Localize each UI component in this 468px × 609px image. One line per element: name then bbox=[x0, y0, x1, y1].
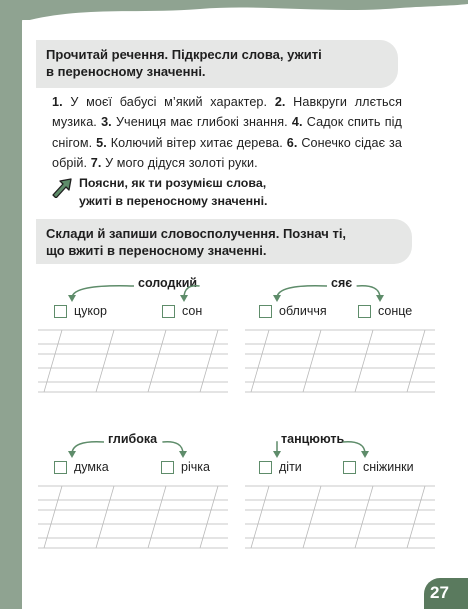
sentence-number: 7. bbox=[90, 155, 102, 170]
option-label: діти bbox=[279, 460, 302, 474]
sentence-text: У мого дідуся золоті руки. bbox=[101, 155, 258, 170]
option-label: сон bbox=[182, 304, 203, 318]
branch-arrow-head bbox=[180, 295, 188, 302]
sentence-number: 5. bbox=[96, 135, 107, 150]
decorative-wave bbox=[0, 0, 468, 20]
option-checkbox[interactable] bbox=[54, 461, 67, 474]
branch-arrow-head bbox=[376, 295, 384, 302]
branch-arrow-head bbox=[68, 451, 76, 458]
option-checkbox[interactable] bbox=[343, 461, 356, 474]
branch-arrow-line bbox=[343, 442, 365, 454]
word-stem: солодкий bbox=[138, 276, 198, 290]
slant-line bbox=[44, 486, 62, 548]
task2-instruction-line2: що вжиті в переносному значенні. bbox=[46, 243, 267, 258]
sentence-number: 6. bbox=[286, 135, 298, 150]
option-label: річка bbox=[181, 460, 210, 474]
page-number: 27 bbox=[430, 583, 449, 602]
option-checkbox[interactable] bbox=[358, 305, 371, 318]
option-checkbox[interactable] bbox=[54, 305, 67, 318]
slant-line bbox=[200, 330, 218, 392]
slant-line bbox=[251, 330, 269, 392]
task2-instruction-box bbox=[36, 219, 412, 264]
option-checkbox[interactable] bbox=[161, 461, 174, 474]
slant-line bbox=[303, 330, 321, 392]
slant-line bbox=[44, 330, 62, 392]
slant-line bbox=[251, 486, 269, 548]
writing-lines[interactable] bbox=[243, 326, 439, 406]
sentence-number: 2. bbox=[274, 95, 286, 109]
writing-lines[interactable] bbox=[36, 326, 232, 406]
sentence-text: У моєї бабусі м’який характер. bbox=[62, 95, 275, 109]
task2-instruction-line1: Склади й запиши словосполучення. Познач ті, bbox=[46, 226, 347, 241]
task1-instruction-box bbox=[36, 40, 398, 88]
branch-arrow-head bbox=[68, 295, 76, 302]
slant-line bbox=[96, 486, 114, 548]
sentence-text: Сонечко сідає за обрій. bbox=[52, 135, 402, 170]
branch-arrow-head bbox=[361, 451, 369, 458]
writing-lines[interactable] bbox=[36, 482, 232, 562]
slant-line bbox=[303, 486, 321, 548]
task1-sentences bbox=[52, 92, 402, 173]
branch-arrow-line bbox=[72, 286, 134, 298]
option-label: думка bbox=[74, 460, 109, 474]
sentence-text: Учениця має глибокі знання. bbox=[111, 115, 292, 130]
slant-line bbox=[96, 330, 114, 392]
task1-extra bbox=[79, 175, 267, 210]
slant-line bbox=[355, 330, 373, 392]
writing-lines[interactable] bbox=[243, 482, 439, 562]
arrow-icon bbox=[50, 176, 74, 198]
slant-line bbox=[355, 486, 373, 548]
task1-extra-line1: Поясни, як ти розумієш слова, bbox=[79, 176, 267, 190]
sentence-text: Садок спить під снігом. bbox=[52, 115, 402, 150]
slant-line bbox=[407, 486, 425, 548]
branch-arrow-head bbox=[273, 451, 281, 458]
task1-instruction-line1: Прочитай речення. Підкресли слова, ужиті bbox=[46, 47, 322, 62]
branch-arrow-line bbox=[72, 442, 104, 454]
slant-line bbox=[200, 486, 218, 548]
option-checkbox[interactable] bbox=[259, 305, 272, 318]
branch-arrow-line bbox=[357, 286, 380, 298]
sentence-text: Навкруги ллється музика. bbox=[52, 95, 403, 130]
task1-extra-line2: ужиті в переносному значенні. bbox=[79, 193, 268, 208]
branch-arrow-head bbox=[273, 295, 281, 302]
option-checkbox[interactable] bbox=[162, 305, 175, 318]
sentence-number: 1. bbox=[52, 95, 63, 109]
sentence-number: 3. bbox=[101, 115, 112, 130]
option-label: обличчя bbox=[279, 304, 327, 318]
branch-arrows bbox=[36, 280, 232, 308]
option-label: цукор bbox=[74, 304, 107, 318]
branch-arrow-head bbox=[179, 451, 187, 458]
word-stem: сяє bbox=[331, 276, 353, 290]
word-stem: глибока bbox=[108, 432, 158, 446]
slant-line bbox=[407, 330, 425, 392]
word-stem: танцюють bbox=[281, 432, 345, 446]
option-checkbox[interactable] bbox=[259, 461, 272, 474]
option-label: сніжинки bbox=[363, 460, 414, 474]
sentence-text: Колючий вітер хитає дерева. bbox=[106, 135, 287, 150]
branch-arrow-line bbox=[277, 286, 327, 298]
slant-line bbox=[148, 486, 166, 548]
sentence-number: 4. bbox=[291, 115, 303, 130]
task1-instruction-line2: в переносному значенні. bbox=[46, 64, 206, 79]
option-label: сонце bbox=[378, 304, 413, 318]
slant-line bbox=[148, 330, 166, 392]
